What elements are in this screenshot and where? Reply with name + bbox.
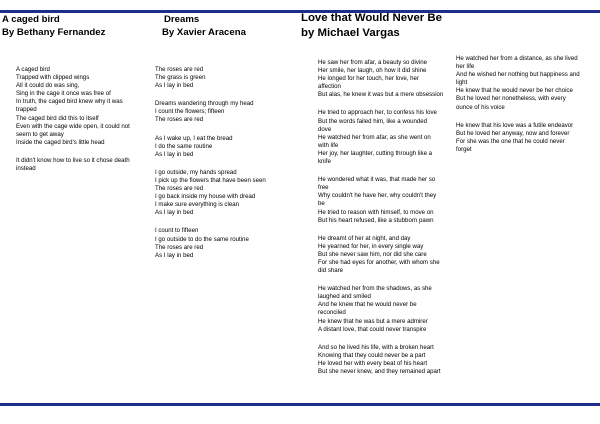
- poem-2-line: As I lay in bed: [155, 251, 194, 259]
- poem-2-stanza: [155, 100, 295, 124]
- poem-2-body: [155, 66, 295, 260]
- poem-3-line: He tried to approach her, to confess his love: [318, 109, 437, 117]
- poem-3-line: free: [318, 184, 329, 192]
- poem-3-line: ounce of his voice: [456, 103, 505, 111]
- poem-2-line: As I lay in bed: [155, 209, 194, 217]
- poem-2-stanza: [155, 66, 295, 90]
- poem-3-line: And he knew that he would never be: [318, 301, 417, 309]
- poem-3-line: Why couldn't he have her, why couldn't they: [318, 192, 437, 200]
- poem-2-line: The roses are red: [155, 243, 204, 251]
- poem-3-line: with life: [318, 141, 339, 149]
- poem-2-line: Dreams wandering through my head: [155, 100, 254, 108]
- poem-3-line: Her joy, her laughter, cutting through like a: [318, 149, 433, 157]
- poem-1-stanza: [16, 157, 151, 173]
- poem-2-line: As I lay in bed: [155, 82, 194, 90]
- poem-2-line: I go outside to do the same routine: [155, 235, 249, 243]
- poem-3-stanza: [318, 344, 453, 376]
- poem-3-line: But his heart refused, like a stubborn pawn: [318, 216, 434, 224]
- poem-3-line: forget: [456, 145, 472, 153]
- poem-3-line: Her smile, her laugh, oh how it did shine: [318, 67, 427, 75]
- poem-3-line: her life: [456, 63, 475, 71]
- poem-1-line: A caged bird: [16, 66, 50, 73]
- poem-1-line: Even with the cage wide open, it could not: [16, 122, 130, 130]
- poem-3-line: But the words failed him, like a wounded: [318, 117, 428, 125]
- poem-3-line: He longed for her touch, her love, her: [318, 75, 419, 83]
- poem-2-line: I count to fifteen: [155, 227, 199, 235]
- poem-2-stanza: [155, 227, 295, 259]
- poem-3-line: laughed and smiled: [318, 293, 371, 301]
- poem-3-line: dove: [318, 125, 332, 133]
- poem-3-line: But she never saw him, nor did she care: [318, 250, 427, 258]
- poem-3-line: He dreamt of her at night, and day: [318, 234, 411, 242]
- poem-3-line: reconciled: [318, 309, 346, 317]
- poem-3-line: He wondered what it was, that made her so: [318, 176, 436, 184]
- poem-1-line: trapped: [16, 106, 37, 114]
- poem-3-line: be: [318, 200, 325, 208]
- poem-3-stanza: [318, 176, 453, 225]
- poem-2-line: The roses are red: [155, 116, 204, 124]
- poem-2-stanza: [155, 169, 295, 218]
- poem-3-line: did share: [318, 267, 344, 275]
- poem-1-line: Inside the caged bird's little head: [16, 138, 105, 146]
- poem-1-line: The caged bird did this to itself: [16, 114, 99, 122]
- poem-3-stanza: [456, 55, 596, 112]
- poem-3-line: affection: [318, 83, 341, 91]
- poem-3-line: He saw her from afar, a beauty so divine: [318, 59, 428, 66]
- poem-3-line: He loved her with every beat of his heart: [318, 359, 428, 367]
- poem-3-line: He knew that he was but a mere admirer: [318, 317, 428, 325]
- poem-2-line: I count the flowers; fifteen: [155, 108, 225, 116]
- poem-3-title-block: [301, 11, 442, 41]
- poem-3-line: He knew that his love was a futile endeavor: [456, 121, 574, 129]
- poem-2-stanza: [155, 135, 295, 159]
- poem-2-line: I go back inside my house with dread: [155, 193, 256, 201]
- poem-3-line: light: [456, 79, 468, 87]
- poem-1-title-block: [2, 13, 105, 39]
- bottom-border-rule: [0, 403, 600, 406]
- poem-1-line: It didn't know how to live so it chose death: [16, 156, 130, 164]
- poem-3-stanza: [456, 122, 596, 154]
- poem-3-line: For she had eyes for another, with whom she: [318, 258, 440, 266]
- poem-2-line: As I wake up, I eat the bread: [155, 134, 233, 142]
- poem-3-stanza: [318, 285, 453, 334]
- poem-2-line: I make sure everything is clean: [155, 201, 239, 209]
- poem-1-byline: By Bethany Fernandez: [2, 27, 106, 38]
- poem-3-line: But he loved her anyway, now and forever: [456, 129, 570, 137]
- poem-1-line: instead: [16, 165, 36, 173]
- poem-2-line: I do the same routine: [155, 142, 213, 150]
- poem-2-line: As I lay in bed: [155, 150, 194, 158]
- poem-3-line: Knowing that they could never be a part: [318, 351, 426, 359]
- poem-3-line: He watched her from the shadows, as she: [318, 285, 432, 293]
- poem-3-line: He yearned for her, in every single way: [318, 242, 424, 250]
- poem-1-line: All it could do was sing,: [16, 82, 80, 90]
- poem-2-line: The roses are red: [155, 66, 204, 73]
- poem-3-line: But she never knew, and they remained apart: [318, 368, 441, 375]
- poem-3-line: He knew that he would never be her choice: [456, 87, 573, 95]
- poem-3-column-2: [456, 55, 596, 154]
- poem-3-stanza: [318, 59, 453, 99]
- poem-2-line: I pick up the flowers that have been seen: [155, 176, 266, 184]
- poem-3-column-1: [318, 59, 453, 376]
- poem-3-line: And he wished her nothing but happiness and: [456, 71, 580, 79]
- poem-1-stanza: [16, 66, 151, 147]
- poem-3-line: But alas, he knew it was but a mere obsession: [318, 91, 444, 99]
- poem-3-stanza: [318, 109, 453, 166]
- poem-2-title: Dreams: [164, 14, 200, 25]
- poem-3-line: He tried to reason with himself, to move on: [318, 208, 434, 216]
- poem-3-byline: by Michael Vargas: [301, 27, 400, 39]
- poem-3-line: He watched her from a distance, as she lived: [456, 55, 578, 62]
- poem-2-title-block: [162, 13, 246, 39]
- poem-2-line: The grass is green: [155, 74, 206, 82]
- poem-1-line: In truth, the caged bird knew why it was: [16, 98, 123, 106]
- poem-3-line: But he loved her nonetheless, with every: [456, 95, 566, 103]
- poem-3-line: And so he lived his life, with a broken heart: [318, 343, 434, 351]
- poem-3-line: knife: [318, 158, 331, 166]
- poem-2-byline: By Xavier Aracena: [162, 27, 246, 38]
- poem-3-stanza: [318, 235, 453, 275]
- poem-1-body: [16, 66, 151, 173]
- poem-3-line: A distant love, that could never transpire: [318, 325, 427, 333]
- poem-1-line: Trapped with clipped wings: [16, 74, 90, 82]
- poem-3-title: Love that Would Never Be: [301, 12, 442, 24]
- poem-1-line: seem to get away: [16, 130, 64, 138]
- poem-2-line: I go outside, my hands spread: [155, 168, 237, 176]
- poem-3-line: For she was the one that he could never: [456, 137, 565, 145]
- poem-1-title: A caged bird: [2, 14, 60, 25]
- poem-1-line: Sing in the cage it once was free of: [16, 90, 111, 98]
- poem-2-line: The roses are red: [155, 185, 204, 193]
- poem-3-line: He watched her from afar, as she went on: [318, 133, 431, 141]
